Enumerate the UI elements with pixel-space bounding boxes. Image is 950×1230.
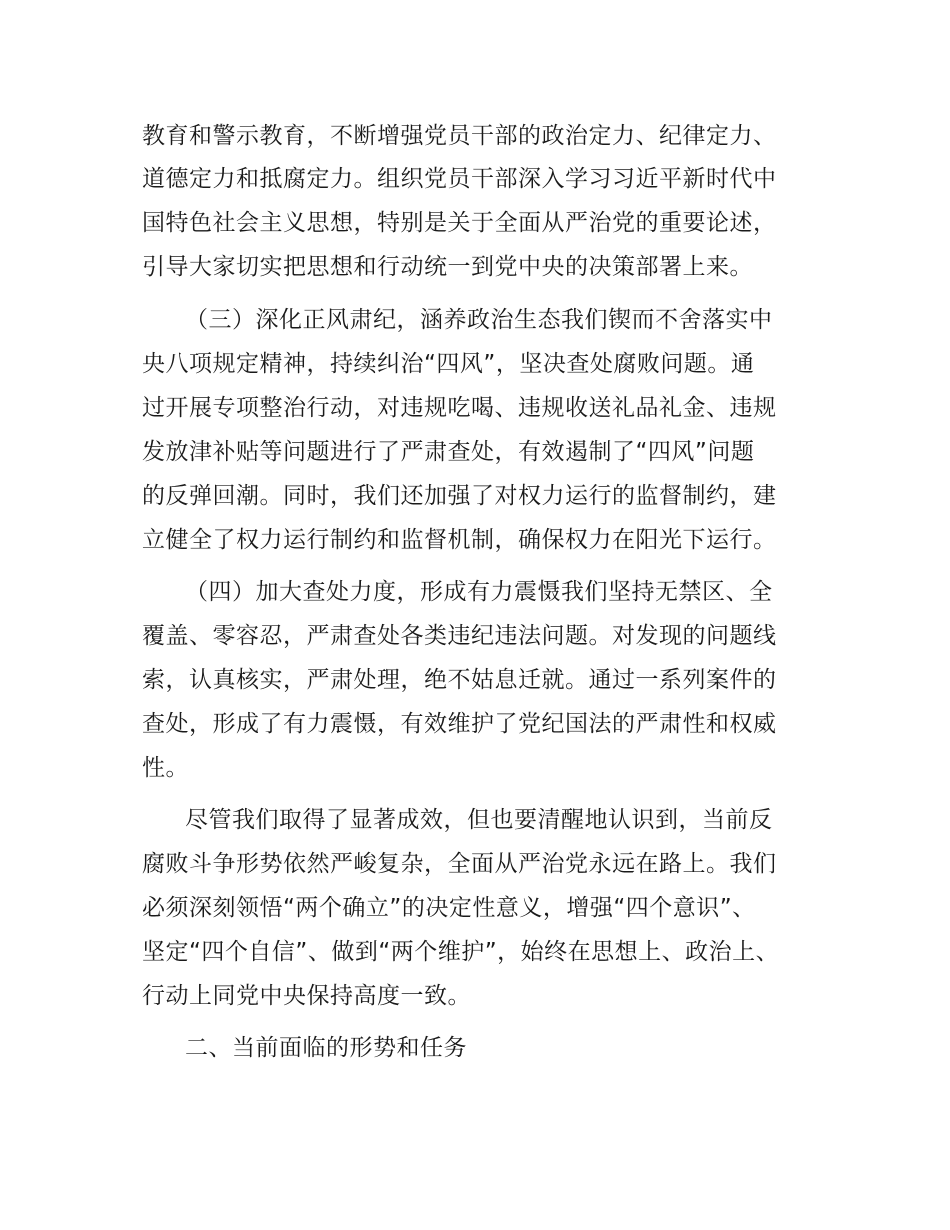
text-line: 国特色社会主义思想，特别是关于全面从严治党的重要论述， <box>142 210 777 236</box>
text-line: 覆盖、零容忍，严肃查处各类违纪违法问题。对发现的问题线 <box>142 623 777 649</box>
text-line: 行动上同党中央保持高度一致。 <box>142 983 471 1009</box>
section-heading-4: （四）加大查处力度，形成有力震慑我们坚持无禁区、全 <box>185 579 773 605</box>
text-line: 发放津补贴等问题进行了严肃查处，有效遏制了“四风”问题 <box>142 439 755 465</box>
text-line: 腐败斗争形势依然严峻复杂，全面从严治党永远在路上。我们 <box>142 851 777 877</box>
text-line: 必须深刻领悟“两个确立”的决定性意义，增强“四个意识”、 <box>142 895 756 921</box>
text-line: 查处，形成了有力震慑，有效维护了党纪国法的严肃性和权威 <box>142 711 777 737</box>
text-line: 教育和警示教育，不断增强党员干部的政治定力、纪律定力、 <box>142 123 777 149</box>
text-line: 过开展专项整治行动，对违规吃喝、违规收送礼品礼金、违规 <box>142 395 777 421</box>
section-heading-3: （三）深化正风肃纪，涵养政治生态我们锲而不舍落实中 <box>185 307 773 333</box>
text-line: 的反弹回潮。同时，我们还加强了对权力运行的监督制约，建 <box>142 483 777 509</box>
text-line: 坚定“四个自信”、做到“两个维护”，始终在思想上、政治上、 <box>142 939 780 965</box>
text-line: 道德定力和抵腐定力。组织党员干部深入学习习近平新时代中 <box>142 166 777 192</box>
text-line: 央八项规定精神，持续纠治“四风”，坚决查处腐败问题。通 <box>142 351 755 377</box>
text-line: 立健全了权力运行制约和监督机制，确保权力在阳光下运行。 <box>142 527 777 553</box>
text-line: 引导大家切实把思想和行动统一到党中央的决策部署上来。 <box>142 254 753 280</box>
chapter-heading: 二、当前面临的形势和任务 <box>185 1035 467 1061</box>
text-line: 索，认真核实，严肃处理，绝不姑息迁就。通过一系列案件的 <box>142 667 777 693</box>
text-line: 性。 <box>142 755 189 781</box>
paragraph-start: 尽管我们取得了显著成效，但也要清醒地认识到，当前反 <box>185 807 773 833</box>
